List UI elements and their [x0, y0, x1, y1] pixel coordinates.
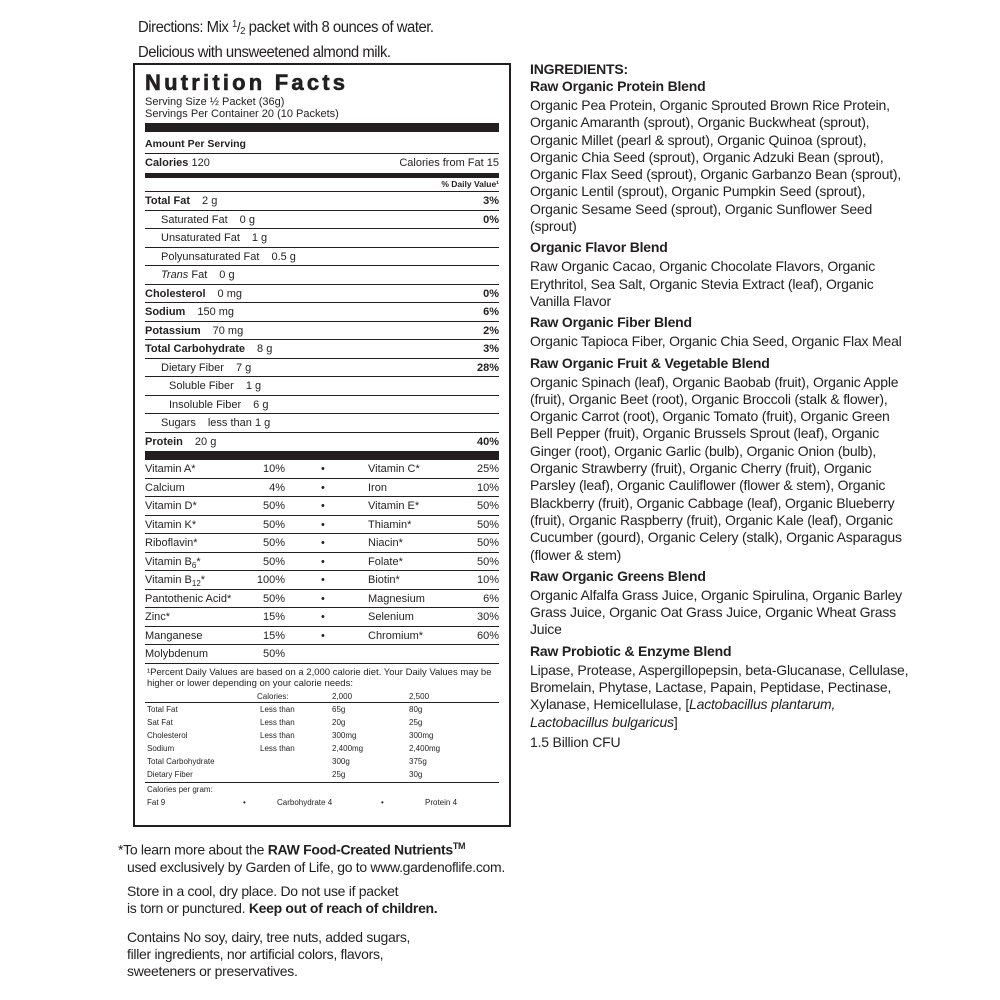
vitamin-row: Vitamin A* 10% • Vitamin C* 25%	[145, 460, 499, 479]
directions-line-1: Directions: Mix $^1/_2$ packet with 8 ounces of water.	[138, 19, 434, 37]
blend-text: Lipase, Protease, Aspergillopepsin, beta-Glucanase, Cellulase, Bromelain, Phytase, Lactase, Papain, Peptidase, Pectinase, Xylanase, Hemicellulase, [Lactobacillus plantarum, Lactobacillus bulgaricus]	[530, 661, 909, 730]
vitamin-row: Riboflavin* 50% • Niacin* 50%	[145, 534, 499, 553]
blend-text: Organic Pea Protein, Organic Sprouted Brown Rice Protein, Organic Amaranth (sprout), Organic Buckwheat (sprout), Organic Millet (pearl & sprout), Organic Quinoa (sprout), Organic Chia Seed (sprout), Organic Adzuki Bean (sprout), Organic Flax Seed (sprout), Organic Garbanzo Bean (sprout), Organic Lentil (sprout), Organic Pumpkin Seed (sprout), Organic Sesame Seed (sprout), Organic Sunflower Seed (sprout)	[530, 97, 902, 235]
nutrient-row-soluble-fiber: Soluble Fiber 1 g	[145, 377, 499, 396]
nutrient-row-protein: Protein 20 g 40%	[145, 435, 499, 448]
blend-name: Raw Organic Fruit & Vegetable Blend	[530, 354, 770, 371]
contains-note: Contains No soy, dairy, tree nuts, added sugars, filler ingredients, nor artificial colors, flavors, sweeteners or preservatives.	[127, 929, 411, 979]
storage-note: Store in a cool, dry place. Do not use if packet is torn or punctured. Keep out of reach of children.	[127, 883, 438, 916]
directions-prefix: Directions:	[138, 19, 204, 36]
blend-text: Organic Tapioca Fiber, Organic Chia Seed, Organic Flax Meal	[530, 333, 902, 350]
daily-value-header: % Daily Value¹	[145, 178, 499, 192]
serving-size: Serving Size ½ Packet (36g)	[145, 96, 285, 108]
dv-ref-row: Total Carbohydrate 300g 375g	[147, 756, 427, 766]
ingredient-blend	[530, 78, 910, 235]
nutrient-row-cholesterol: Cholesterol 0 mg 0%	[145, 285, 499, 304]
blend-text: Organic Spinach (leaf), Organic Baobab (fruit), Organic Apple (fruit), Organic Beet (root), Organic Broccoli (stalk & flower), Organic Carrot (root), Organic Tomato (fruit), Organic Green Bell Pepper (fruit), Organic Brussels Sprout (leaf), Organic Ginger (root), Organic Garlic (bulb), Organic Onion (bulb), Organic Strawberry (fruit), Organic Cherry (fruit), Organic Parsley (leaf), Organic Cauliflower (flower & stem), Organic Blackberry (fruit), Organic Cabbage (leaf), Organic Blueberry (fruit), Organic Raspberry (fruit), Organic Kale (leaf), Organic Cucumber (gourd), Organic Celery (stalk), Organic Asparagus (flower & stem)	[530, 373, 902, 563]
vitamin-row: Vitamin K* 50% • Thiamin* 50%	[145, 516, 499, 535]
nutrient-row-potassium: Potassium 70 mg 2%	[145, 322, 499, 341]
blend-text: Raw Organic Cacao, Organic Chocolate Flavors, Organic Erythritol, Sea Salt, Organic Stevia Extract (leaf), Organic Vanilla Flavor	[530, 258, 875, 309]
dv-ref-row: Cholesterol Less than 300mg 300mg	[147, 730, 434, 740]
calories-per-gram-label: Calories per gram:	[147, 784, 213, 794]
vitamin-row: Pantothenic Acid* 50% • Magnesium 6%	[145, 590, 499, 609]
amount-per-serving: Amount Per Serving	[145, 132, 499, 154]
vitamin-row: Manganese 15% • Chromium* 60%	[145, 627, 499, 646]
daily-value-footnote: ¹Percent Daily Values are based on a 2,000 calorie diet. Your Daily Values may be higher or lower depending on your calorie needs:	[147, 666, 492, 689]
directions-line-2: Delicious with unsweetened almond milk.	[138, 44, 391, 61]
nutrient-row-total-carbohydrate: Total Carbohydrate 8 g 3%	[145, 340, 499, 359]
nutrition-facts-panel	[133, 63, 511, 827]
dv-ref-row: Sat Fat Less than 20g 25g	[147, 717, 423, 727]
servings-per-container: Servings Per Container 20 (10 Packets)	[145, 108, 339, 120]
nutrient-row-total-fat: Total Fat 2 g 3%	[145, 192, 499, 211]
dv-ref-row: Sodium Less than 2,400mg 2,400mg	[147, 743, 441, 753]
half-fraction: $^1/_2$	[232, 19, 245, 37]
directions	[138, 14, 512, 63]
nutrient-row-sugars: Sugars less than 1 g	[145, 414, 499, 433]
vitamin-row: Vitamin $B_6*$ 50% • Folate* 50%	[145, 553, 499, 572]
nutrient-row-trans-fat: Trans Fat 0 g	[145, 266, 499, 285]
nutrient-row-unsaturated-fat: Unsaturated Fat 1 g	[145, 229, 499, 248]
dv-ref-row: Total Fat Less than 65g 80g	[147, 704, 423, 714]
vitamin-table	[145, 460, 499, 664]
vitamin-row: Vitamin $B_{12}*$ 100% • Biotin* 10%	[145, 571, 499, 590]
vitamin-row: Vitamin D* 50% • Vitamin E* 50%	[145, 497, 499, 516]
vitamin-row: Molybdenum 50%	[145, 645, 499, 664]
ingredient-blend	[530, 314, 910, 350]
blend-name: Raw Organic Protein Blend	[530, 78, 706, 94]
cfu-count: 1.5 Billion CFU	[530, 733, 621, 750]
nutrient-row-dietary-fiber: Dietary Fiber 7 g 28%	[145, 359, 499, 378]
thick-divider-vitamins	[145, 451, 499, 460]
ingredient-blend	[530, 568, 910, 639]
nutrient-row-sodium: Sodium 150 mg 6%	[145, 303, 499, 322]
calories-row: Calories 120 Calories from Fat 15	[145, 154, 499, 173]
ingredient-blend-probiotic	[530, 643, 910, 751]
blend-name: Raw Probiotic & Enzyme Blend	[530, 642, 732, 659]
raw-food-note: *To learn more about the RAW Food-Created Nutrients™ used exclusively by Garden of Life, go to www.gardenoflife.com.	[118, 841, 505, 875]
nutrient-row-saturated-fat: Saturated Fat 0 g 0%	[145, 211, 499, 230]
calories-value: 120	[191, 157, 210, 169]
blend-name: Organic Flavor Blend	[530, 239, 668, 256]
dv-ref-row: Dietary Fiber 25g 30g	[147, 769, 423, 779]
ingredients-section	[530, 61, 910, 755]
nutrient-row-insoluble-fiber: Insoluble Fiber 6 g	[145, 396, 499, 415]
blend-text: Organic Alfalfa Grass Juice, Organic Spirulina, Organic Barley Grass Juice, Organic Oat Grass Juice, Organic Wheat Grass Juice	[530, 586, 902, 638]
nutrient-row-polyunsaturated-fat: Polyunsaturated Fat 0.5 g	[145, 248, 499, 267]
vitamin-row: Zinc* 15% • Selenium 30%	[145, 608, 499, 627]
blend-name: Raw Organic Greens Blend	[530, 567, 706, 584]
thick-divider	[145, 123, 499, 132]
calories-per-gram-values: Fat 9 • Carbohydrate 4 • Protein 4	[147, 797, 458, 807]
calories-from-fat: Calories from Fat 15	[399, 157, 499, 169]
daily-value-reference-table: Calories: 2,000 2,500 Total Fat Less than 65g 80g Sat Fat Less than 20g 25g Cholesterol Less than 300mg 300mg Sodium Less than 2,400mg 2,400mg Total Carbohydrate 300g 375g Dietary Fiber 25g 30g Calories per gram: Fat 9 • Carbohydrate 4 • Protein 4	[145, 690, 499, 809]
ingredient-blend	[530, 355, 910, 564]
blend-name: Raw Organic Fiber Blend	[530, 314, 692, 331]
ingredients-heading: INGREDIENTS:	[530, 61, 628, 77]
nutrition-title: Nutrition Facts	[145, 70, 349, 95]
ingredient-blend	[530, 239, 910, 310]
vitamin-row: Calcium 4% • Iron 10%	[145, 479, 499, 498]
